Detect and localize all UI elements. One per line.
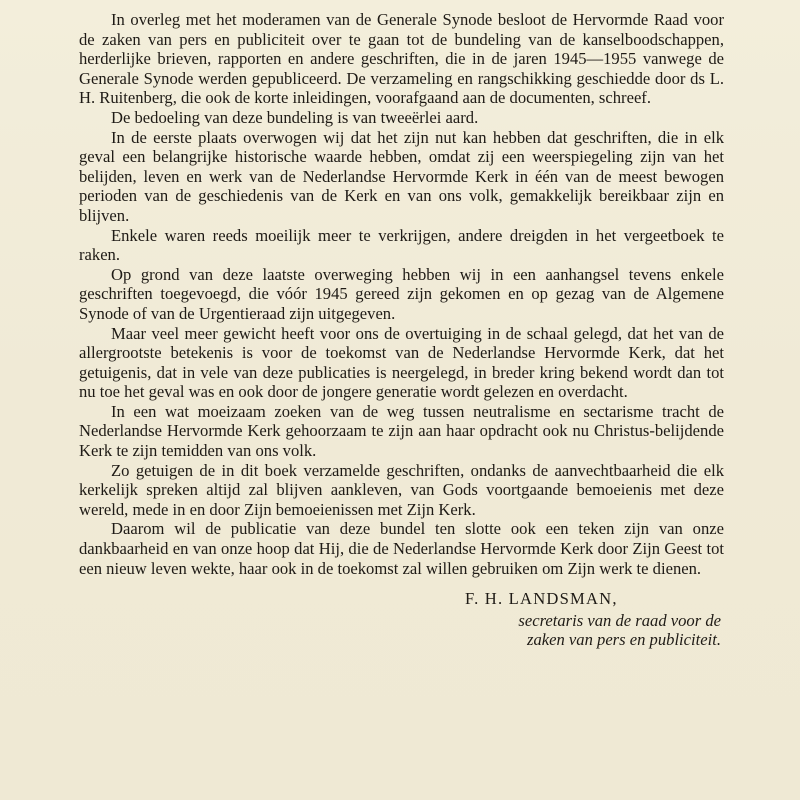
paragraph-7: In een wat moeizaam zoeken van de weg tussen neutralisme en sectarisme tracht de Nederlandse Hervormde Kerk gehoorzaam te zijn aan haar opdracht ook nu Christus-belijdende Kerk te zijn temidden van ons volk. [79, 401, 724, 461]
paragraph-2: De bedoeling van deze bundeling is van tweeërlei aard. [111, 107, 479, 127]
paragraph-6: Maar veel meer gewicht heeft voor ons de overtuiging in de schaal gelegd, dat het van de allergrootste betekenis is voor de toekomst van de Nederlandse Hervormde Kerk, dat het getuigenis, dat in vele van deze publicaties is neergelegd, in breder kring bekend wordt dan tot nu toe het geval was en ook door de jongere generatie wordt gelezen en overdacht. [79, 323, 724, 402]
paragraph-1: In overleg met het moderamen van de Generale Synode besloot de Hervormde Raad voor de zaken van pers en publiciteit over te gaan tot de bundeling van de kanselboodschappen, herderlijke brieven, rapporten en andere geschriften, die in de jaren 1945—1955 vanwege de Generale Synode werden gepubliceerd. De verzameling en rangschikking geschiedde door ds L. H. Ruitenberg, die ook de korte inleidingen, voorafgaand aan de documenten, schreef. [79, 10, 724, 108]
paragraph-3: In de eerste plaats overwogen wij dat het zijn nut kan hebben dat geschriften, die in elk geval een belangrijke historische waarde hebben, omdat zij een weerspiegeling zijn van het belijden, leven en werk van de Nederlandse Hervormde Kerk in één van de meest bewogen perioden van de geschiedenis van de Kerk en van ons volk, gemakkelijk bereikbaar zijn en blijven. [79, 127, 724, 225]
paragraph-9: Daarom wil de publicatie van deze bundel ten slotte ook een teken zijn van onze dankbaarheid en van onze hoop dat Hij, die de Nederlandse Hervormde Kerk door Zijn Geest tot een nieuw leven wekte, haar ook in de toekomst zal willen gebruiken om Zijn werk te dienen. [79, 519, 724, 578]
paragraph-8: Zo getuigen de in dit boek verzamelde geschriften, ondanks de aanvechtbaarheid die elk kerkelijk spreken altijd zal blijven aankleven, van Gods voortgaande bemoeienis met deze wereld, mede in en door Zijn bemoeienissen met Zijn Kerk. [79, 460, 724, 519]
paragraph-5: Op grond van deze laatste overweging hebben wij in een aanhangsel tevens enkele geschriften toegevoegd, die vóór 1945 gereed zijn gekomen en op gezag van de Algemene Synode of van de Urgentieraad zijn uitgegeven. [79, 264, 724, 323]
signatory-role-line-1: secretaris van de raad voor de [518, 610, 721, 630]
body-text [79, 10, 724, 578]
paragraph-4: Enkele waren reeds moeilijk meer te verkrijgen, andere dreigden in het vergeetboek te raken. [79, 225, 724, 265]
signature-block [465, 589, 724, 650]
signatory-name: F. H. LANDSMAN, [465, 589, 618, 609]
signatory-role-line-2: zaken van pers en publiciteit. [526, 630, 721, 650]
